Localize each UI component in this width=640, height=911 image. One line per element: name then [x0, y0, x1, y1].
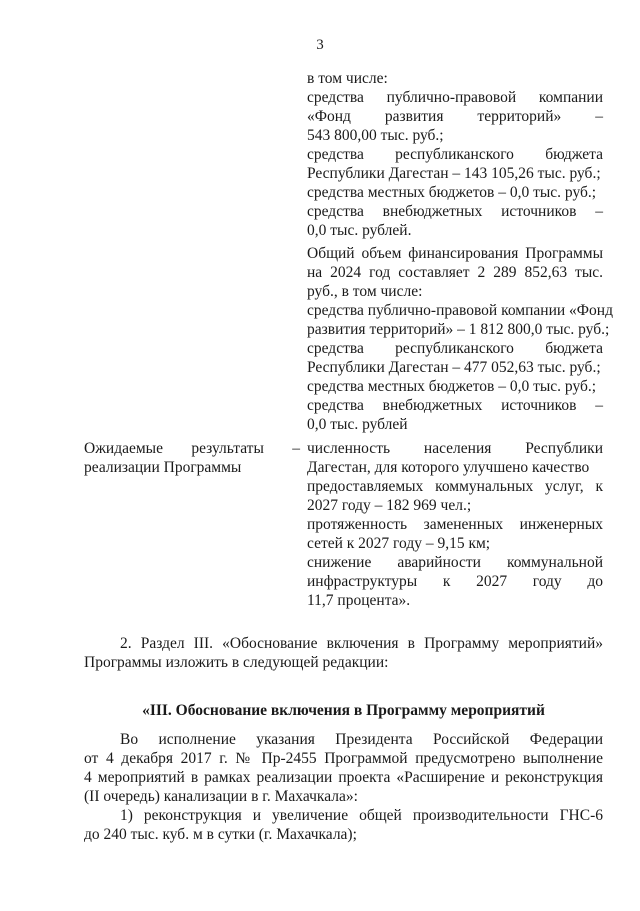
text-line: 2. Раздел III. «Обоснование включения в Программу мероприятий» [120, 635, 603, 652]
text-line: снижение аварийности коммунальной [307, 554, 603, 571]
text-line: руб., в том числе: [307, 283, 423, 300]
section-body [84, 730, 603, 844]
text-line: сетей к 2027 году – 9,15 км; [307, 535, 491, 552]
text-line: средства публично-правовой компании «Фонд [307, 302, 613, 319]
text-line: Дагестан, для которого улучшено качество [307, 459, 590, 476]
text-line: 0,0 тыс. рублей. [307, 222, 412, 239]
text-line: средства местных бюджетов – 0,0 тыс. руб.; [307, 378, 597, 395]
text-line: Республики Дагестан – 143 105,26 тыс. руб.; [307, 165, 601, 182]
text-line: численность населения Республики [307, 440, 603, 457]
text-line: средства республиканского бюджета [307, 340, 603, 357]
text-line: «Фонд развития территорий» – [307, 108, 603, 125]
text-line: от 4 декабря 2017 г. № Пр-2455 Программой предусмотрено выполнение [84, 750, 603, 767]
label-line: реализации Программы [84, 459, 242, 476]
text-line: средства внебюджетных источников – [307, 203, 603, 220]
text-line: (II очередь) канализации в г. Махачкала»: [84, 788, 358, 805]
text-line: 11,7 процента». [307, 592, 411, 609]
text-line: 543 800,00 тыс. руб.; [307, 127, 444, 144]
expected-results-block [307, 439, 603, 610]
financing-2024-block [307, 244, 613, 434]
text-line: 1) реконструкция и увеличение общей производительности ГНС-6 [120, 807, 603, 824]
text-line: средства публично-правовой компании [307, 89, 603, 106]
text-line: 2027 году – 182 969 чел.; [307, 497, 472, 514]
text-line: средства республиканского бюджета [307, 146, 603, 163]
text-line: Во исполнение указания Президента Российской Федерации [120, 731, 603, 748]
section-heading: «III. Обоснование включения в Программу мероприятий [142, 702, 545, 719]
text-line: до 240 тыс. куб. м в сутки (г. Махачкала); [84, 826, 357, 843]
text-line: инфраструктуры к 2027 году до [307, 573, 603, 590]
text-line: в том числе: [307, 70, 388, 87]
text-line: протяженность замененных инженерных [307, 516, 603, 533]
text-line: средства местных бюджетов – 0,0 тыс. руб.; [307, 184, 597, 201]
financing-2023-block [307, 69, 603, 240]
text-line: предоставляемых коммунальных услуг, к [307, 478, 603, 495]
text-line: на 2024 год составляет 2 289 852,63 тыс. [307, 264, 603, 281]
amendment-paragraph [84, 634, 603, 672]
text-line: развития территорий» – 1 812 800,0 тыс. руб.; [307, 321, 610, 338]
label-line: Ожидаемые результаты – [84, 440, 300, 457]
page-number: 3 [316, 37, 324, 53]
text-line: 0,0 тыс. рублей [307, 416, 408, 433]
text-line: Общий объем финансирования Программы [307, 245, 603, 262]
text-line: Программы изложить в следующей редакции: [84, 654, 389, 671]
text-line: Республики Дагестан – 477 052,63 тыс. руб.; [307, 359, 601, 376]
expected-results-label [84, 439, 300, 477]
text-line: 4 мероприятий в рамках реализации проекта «Расширение и реконструкция [84, 769, 603, 786]
text-line: средства внебюджетных источников – [307, 397, 603, 414]
